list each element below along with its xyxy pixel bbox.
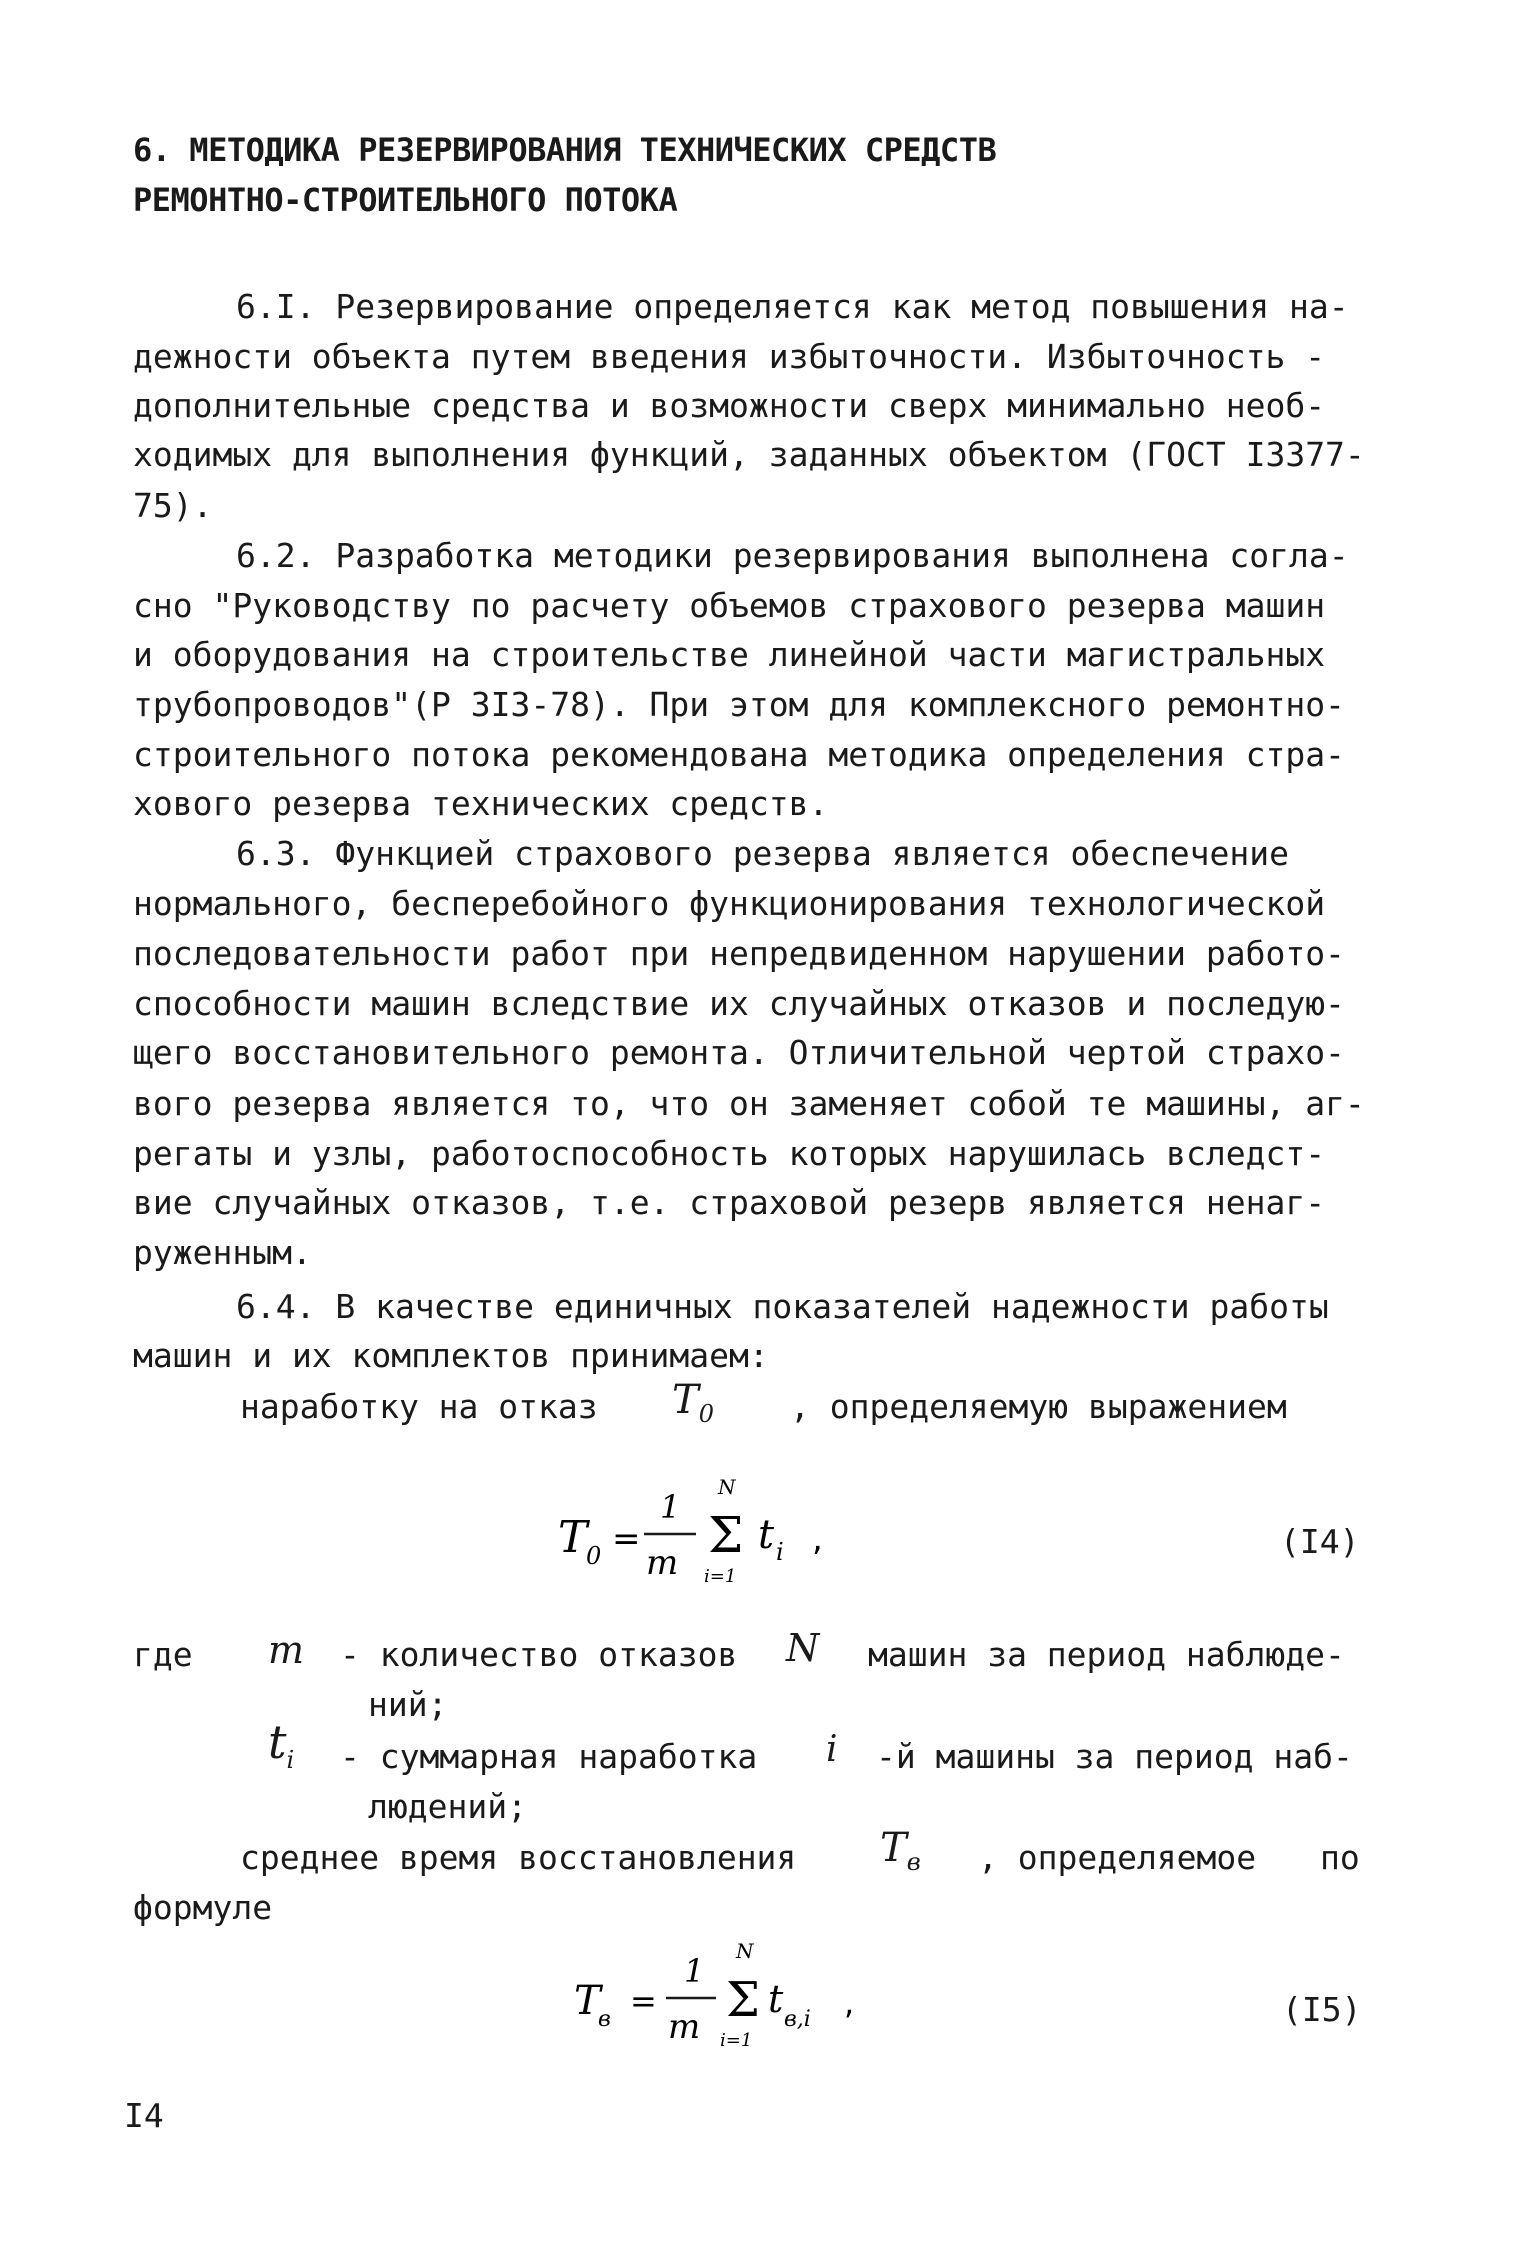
definition-line: -й машины за период наб- [876, 1737, 1353, 1776]
paragraph-line: трубопроводов"(Р 3I3-78). При этом для комплексного ремонтно- [133, 685, 1345, 724]
paragraph-line: и оборудования на строительстве линейной части магистральных [133, 635, 1326, 674]
formula-denominator: m [668, 2007, 701, 2047]
paragraph-line: , определяемую выражением [790, 1387, 1287, 1426]
symbol-T0: $T_0$ [672, 1377, 714, 1428]
paragraph-line: машин и их комплектов принимаем: [133, 1336, 769, 1375]
sum-sign: Σ [726, 1972, 760, 2028]
symbol-i: i [826, 1729, 838, 1770]
section-heading-line-1: 6. МЕТОДИКА РЕЗЕРВИРОВАНИЯ ТЕХНИЧЕСКИХ СРЕДСТВ [133, 131, 997, 169]
equation-number-15: (I5) [1282, 1990, 1362, 2029]
definition-line: - суммарная наработка [340, 1737, 758, 1776]
symbol-Tv: $T_в$ [880, 1825, 921, 1876]
paragraph-line: дополнительные средства и возможности сверх минимально необ- [133, 386, 1326, 425]
page-number: I4 [124, 2096, 164, 2135]
paragraph-line: формуле [133, 1888, 273, 1927]
formula-lhs-sub: 0 [586, 1542, 602, 1570]
sum-lower-limit: i=1 [720, 2030, 753, 2051]
symbol-ti: $t_i$ [268, 1715, 295, 1775]
formula-numerator: 1 [660, 1488, 681, 1526]
symbol-N: N [786, 1626, 820, 1670]
paragraph-line: , определяемое [978, 1838, 1257, 1877]
paragraph-line: хового резерва технических средств. [133, 784, 829, 823]
paragraph-line: 6.3. Функцией страхового резерва является обеспечение [236, 834, 1289, 873]
equation-number-14: (I4) [1280, 1522, 1360, 1561]
formula-equals: = [612, 1519, 641, 1559]
formula-term: t [768, 1977, 784, 2021]
paragraph-line: 6.4. В качестве единичных показателей надежности работы [236, 1287, 1329, 1326]
paragraph-line: 6.I. Резервирование определяется как метод повышения на- [236, 287, 1349, 326]
paragraph-line: руженным. [133, 1233, 312, 1272]
paragraph-line: по [1320, 1838, 1360, 1877]
definition-line: - количество отказов [340, 1635, 738, 1674]
formula-comma: , [844, 1984, 855, 2022]
paragraph-line: 75). [133, 486, 213, 525]
where-label: где [133, 1635, 193, 1674]
paragraph-line: щего восстановительного ремонта. Отличительной чертой страхо- [133, 1033, 1345, 1072]
paragraph-line: регаты и узлы, работоспособность которых нарушилась вследст- [133, 1134, 1326, 1173]
formula-equals: = [630, 1982, 657, 2020]
paragraph-line: строительного потока рекомендована методика определения стра- [133, 735, 1345, 774]
sum-lower-limit: i=1 [704, 1566, 737, 1587]
paragraph-line: нормального, бесперебойного функционирования технологической [133, 884, 1326, 923]
formula-comma: , [812, 1519, 823, 1559]
paragraph-line: способности машин вследствие их случайных отказов и последую- [133, 984, 1345, 1023]
definition-line: людений; [368, 1787, 527, 1826]
formula-lhs: T [574, 1978, 601, 2024]
formula-numerator: 1 [684, 1952, 705, 1990]
paragraph-line: наработку на отказ [240, 1387, 598, 1426]
sum-upper-limit: N [736, 1939, 754, 1963]
formula-14 [540, 1470, 860, 1600]
paragraph-line: вого резерва является то, что он заменяет собой те машины, аг- [133, 1084, 1365, 1123]
formula-term-sub: i [776, 1538, 784, 1566]
paragraph-line: среднее время восстановления [240, 1838, 797, 1877]
paragraph-line: ходимых для выполнения функций, заданных объектом (ГОСТ I3377- [133, 435, 1365, 474]
formula-denominator: m [646, 1543, 679, 1583]
sum-sign: Σ [708, 1506, 744, 1564]
definition-line: ний; [368, 1685, 448, 1724]
paragraph-line: последовательности работ при непредвиденном нарушении работо- [133, 934, 1345, 973]
paragraph-line: дежности объекта путем введения избыточности. Избыточность - [133, 337, 1326, 376]
symbol-m: m [268, 1628, 305, 1672]
paragraph-line: вие случайных отказов, т.е. страховой резерв является ненаг- [133, 1183, 1326, 1222]
formula-lhs-sub: в [598, 2007, 611, 2032]
definition-line: машин за период наблюде- [868, 1635, 1345, 1674]
formula-lhs: T [558, 1512, 588, 1563]
paragraph-line: сно "Руководству по расчету объемов страхового резерва машин [133, 586, 1326, 625]
formula-term: t [758, 1512, 775, 1558]
sum-upper-limit: N [718, 1475, 736, 1499]
section-heading-line-2: РЕМОНТНО-СТРОИТЕЛЬНОГО ПОТОКА [133, 181, 678, 219]
formula-15 [560, 1930, 880, 2060]
formula-term-sub: в,i [784, 2007, 811, 2032]
paragraph-line: 6.2. Разработка методики резервирования выполнена согла- [236, 536, 1349, 575]
